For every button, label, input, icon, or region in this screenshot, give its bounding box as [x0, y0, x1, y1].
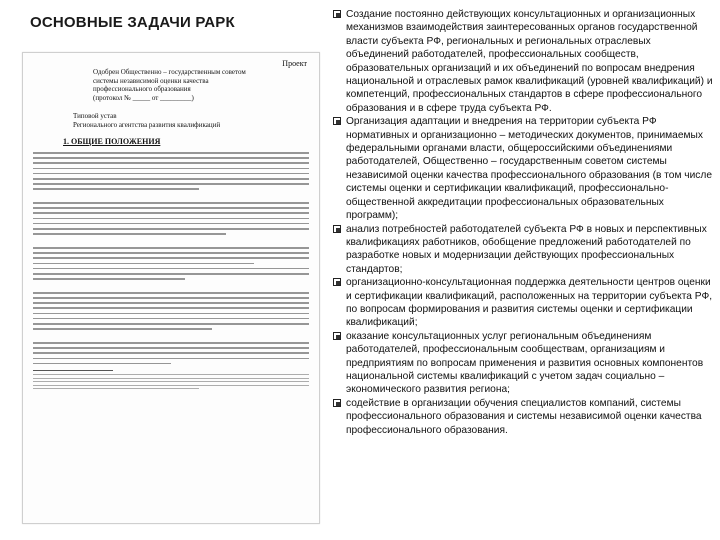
document-scan-image: [22, 52, 320, 524]
checkbox-bullet-icon: [333, 10, 341, 18]
list-item: организационно-консультационная поддержка деятельности центров оценки и сертификации квалификаций, расположенных на территории субъекта РФ, по вопросам формирования и развития системы оценки и сертификации квалификаций;: [333, 276, 715, 330]
tasks-bullet-list: [333, 8, 715, 437]
list-item: Создание постоянно действующих консультационных и организационных механизмов взаимодействия заинтересованных органов государственной власти субъекта РФ, региональных и региональных отраслевых объединений работодателей, профессиональных сообществ, образовательных организаций и их объединений по вопросам внедрения национальной и отраслевых рамок квалификаций (уровней квалификаций) и компетенций, профессиональных стандартов в сфере профессионального образования и в сфере труда субъекта РФ.: [333, 8, 715, 115]
document-approval-line: профессионального образования: [93, 85, 191, 93]
list-item: Организация адаптации и внедрения на территории субъекта РФ нормативных и организационно – методических документов, принимаемых федеральными органами власти, общероссийскими объединениями работодателей, Общественно – государственным советом системы независимой оценки качества профессионального образования (в том числе системы оценки и сертификации квалификаций, профессионально-общественной аккредитации профессиональных образовательных программ);: [333, 115, 715, 222]
list-item: содействие в организации обучения специалистов компаний, системы профессионального образования и системы независимой оценки качества профессионального образования.: [333, 397, 715, 437]
checkbox-bullet-icon: [333, 399, 341, 407]
checkbox-bullet-icon: [333, 225, 341, 233]
document-approval-line: Одобрен Общественно – государственным советом: [93, 68, 246, 76]
document-section-heading: 1. ОБЩИЕ ПОЛОЖЕНИЯ: [63, 137, 161, 146]
list-item: оказание консультационных услуг региональным объединениям работодателей, профессиональным сообществам, организациям и предприятиям по вопросам применения и развития основных компонентов национальной системы квалификаций с учетом задач социально – экономического развития региона;: [333, 330, 715, 397]
document-charter-line: Регионального агентства развития квалификаций: [73, 120, 221, 129]
checkbox-bullet-icon: [333, 332, 341, 340]
document-approval-line: системы независимой оценки качества: [93, 76, 209, 85]
document-approval-block: [93, 68, 309, 102]
document-charter-line: Типовой устав: [73, 112, 117, 120]
checkbox-bullet-icon: [333, 117, 341, 125]
document-body-text-lines: [33, 152, 309, 389]
document-charter-block: [73, 112, 309, 129]
document-approval-line: (протокол № _____ от _________): [93, 93, 194, 102]
checkbox-bullet-icon: [333, 278, 341, 286]
list-item: анализ потребностей работодателей субъекта РФ в новых и перспективных квалификациях работников, обобщение предложений работодателей по разработке новых и модернизации действующих профессиональных стандартов;: [333, 223, 715, 277]
document-proekt-label: Проект: [282, 59, 307, 68]
document-page: [33, 59, 309, 392]
slide-title: ОСНОВНЫЕ ЗАДАЧИ РАРК: [30, 14, 235, 31]
